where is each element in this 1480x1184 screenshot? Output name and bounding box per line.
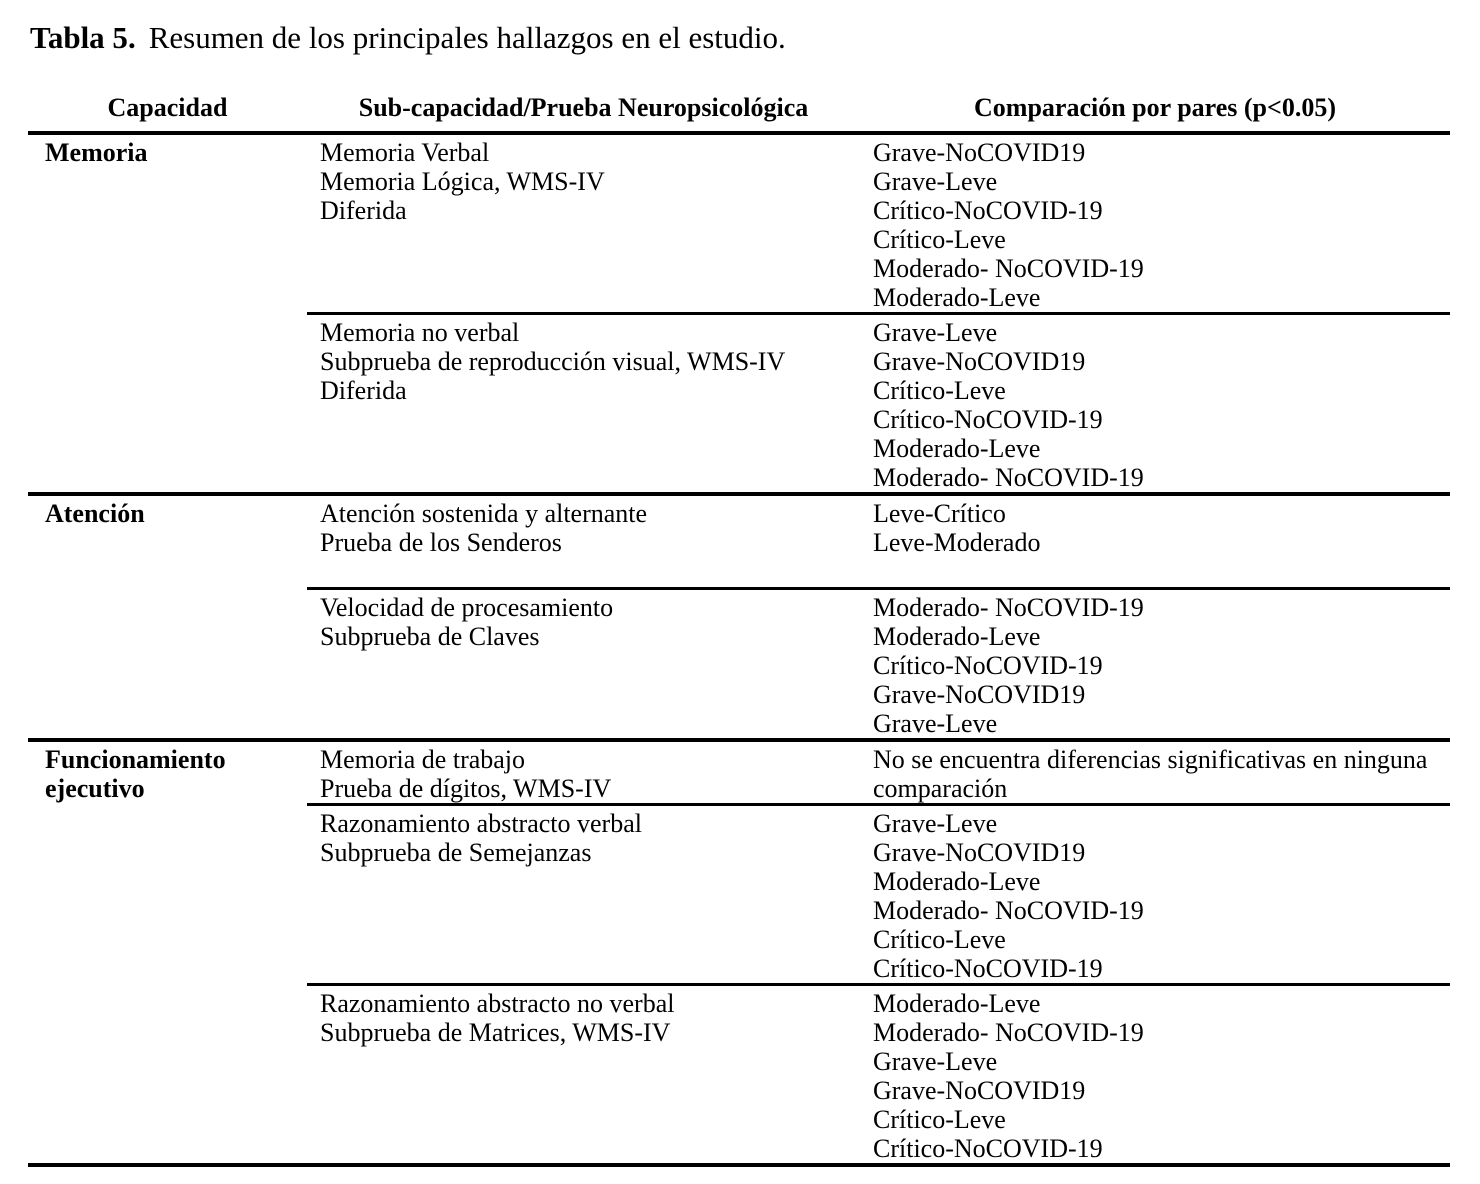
text-line: Memoria no verbal [320, 318, 520, 347]
text-line: Grave-NoCOVID19 [873, 347, 1086, 376]
table-caption-separator: . [127, 20, 136, 55]
text-line: Subprueba de Claves [320, 622, 540, 651]
text-line: Razonamiento abstracto no verbal [320, 989, 675, 1018]
text-line: Razonamiento abstracto verbal [320, 809, 642, 838]
text-line: Moderado-Leve [873, 867, 1041, 896]
comparisons-cell [860, 494, 1450, 589]
text-line: Subprueba de reproducción visual, WMS-IV [320, 347, 786, 376]
comparisons-cell [860, 133, 1450, 314]
text-line: Diferida [320, 376, 407, 405]
table-caption [30, 20, 1480, 56]
subcapacity-cell [307, 740, 860, 805]
comparisons-cell [860, 805, 1450, 985]
text-line: Memoria Lógica, WMS-IV [320, 167, 605, 196]
text-line: Moderado-Leve [873, 622, 1041, 651]
text-line: Grave-Leve [873, 1047, 998, 1076]
table-row [28, 494, 1450, 589]
table-caption-text: Resumen de los principales hallazgos en el estudio. [148, 20, 786, 55]
text-line: Grave-NoCOVID19 [873, 1076, 1086, 1105]
text-line: Crítico-NoCOVID-19 [873, 954, 1103, 983]
text-line: Crítico-NoCOVID-19 [873, 405, 1103, 434]
table-row [28, 133, 1450, 314]
capacity-cell: Memoria [45, 138, 148, 167]
text-line: Subprueba de Semejanzas [320, 838, 592, 867]
subcapacity-cell [307, 133, 860, 314]
subcapacity-cell [307, 985, 860, 1166]
subcapacity-cell [307, 314, 860, 495]
header-row [28, 93, 1450, 133]
section-memoria [28, 133, 1450, 494]
comparisons-cell [860, 985, 1450, 1166]
text-line: Grave-NoCOVID19 [873, 138, 1086, 167]
text-line: Moderado- NoCOVID-19 [873, 896, 1144, 925]
text-line: Moderado-Leve [873, 434, 1041, 463]
text-line: Grave-Leve [873, 809, 998, 838]
comparisons-cell [860, 740, 1450, 805]
text-line: Grave-Leve [873, 318, 998, 347]
capacity-cell: Funcionamiento ejecutivo [28, 740, 307, 1165]
text-line: Moderado-Leve [873, 989, 1041, 1018]
text-line: Velocidad de procesamiento [320, 593, 614, 622]
comparisons-cell [860, 589, 1450, 741]
text-line: Memoria Verbal [320, 138, 490, 167]
text-line: Moderado-Leve [873, 283, 1041, 312]
text-line: Memoria de trabajo [320, 745, 526, 774]
text-line: Grave-Leve [873, 167, 998, 196]
text-line: Crítico-NoCOVID-19 [873, 196, 1103, 225]
text-line: Subprueba de Matrices, WMS-IV [320, 1018, 671, 1047]
comparisons-cell [860, 314, 1450, 495]
text-line: Crítico-Leve [873, 925, 1006, 954]
table-row [28, 740, 1450, 805]
header-comparacion: Comparación por pares (p<0.05) [860, 93, 1450, 133]
text-line: Crítico-Leve [873, 225, 1006, 254]
text-line: Crítico-NoCOVID-19 [873, 651, 1103, 680]
text-line: Moderado- NoCOVID-19 [873, 254, 1144, 283]
table-header [28, 93, 1450, 133]
text-line: Diferida [320, 196, 407, 225]
text-line: Leve-Crítico [873, 499, 1006, 528]
text-line: Leve-Moderado [873, 528, 1041, 557]
text-line: No se encuentra diferencias significativas en ninguna comparación [873, 745, 1428, 803]
header-subcapacidad: Sub-capacidad/Prueba Neuropsicológica [307, 93, 860, 133]
text-line: Prueba de los Senderos [320, 528, 562, 557]
text-line: Crítico-Leve [873, 376, 1006, 405]
header-capacidad: Capacidad [28, 93, 307, 133]
text-line: Atención sostenida y alternante [320, 499, 648, 528]
capacity-cell: Atención [28, 494, 307, 740]
findings-table [28, 93, 1450, 1167]
text-line: Crítico-NoCOVID-19 [873, 1134, 1103, 1163]
text-line: Grave-Leve [873, 709, 998, 738]
text-line: Grave-NoCOVID19 [873, 838, 1086, 867]
section-funcionamiento-ejecutivo [28, 740, 1450, 1165]
subcapacity-cell [307, 494, 860, 589]
text-line: Moderado- NoCOVID-19 [873, 1018, 1144, 1047]
section-atencion [28, 494, 1450, 740]
subcapacity-cell [307, 805, 860, 985]
text-line: Crítico-Leve [873, 1105, 1006, 1134]
subcapacity-cell [307, 589, 860, 741]
text-line: Prueba de dígitos, WMS-IV [320, 774, 612, 803]
table-caption-label: Tabla 5 [30, 20, 128, 55]
text-line: Moderado- NoCOVID-19 [873, 463, 1144, 492]
text-line: Grave-NoCOVID19 [873, 680, 1086, 709]
text-line: Moderado- NoCOVID-19 [873, 593, 1144, 622]
